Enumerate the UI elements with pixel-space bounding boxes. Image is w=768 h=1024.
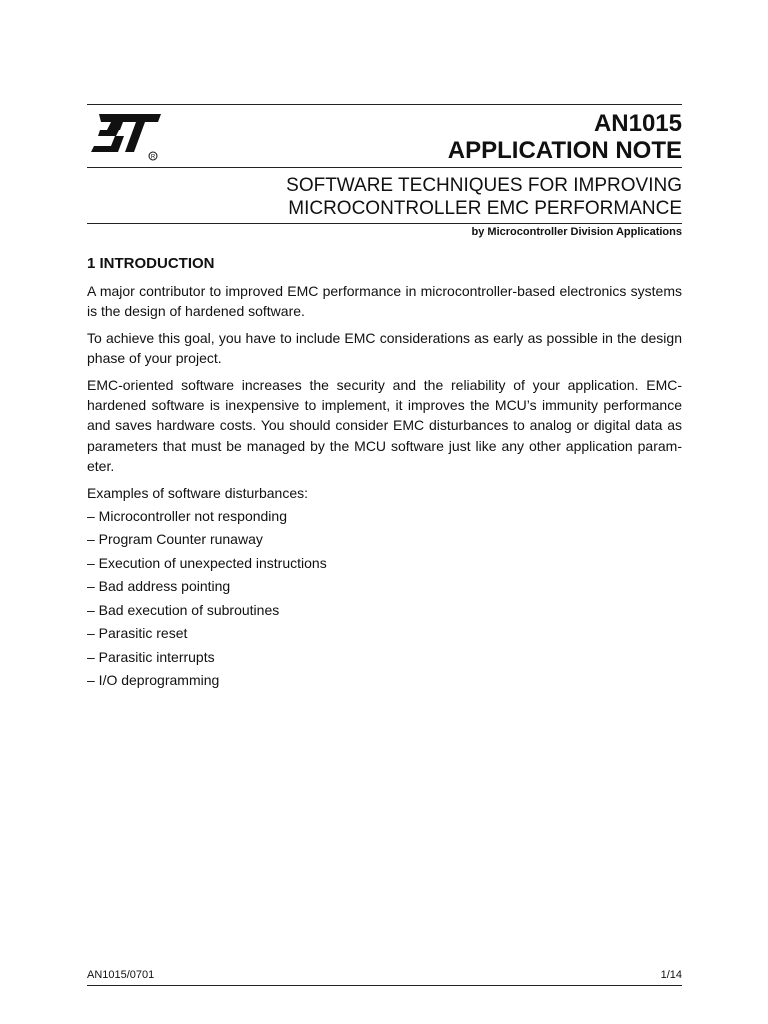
document-title-line-2: MICROCONTROLLER EMC PERFORMANCE [288, 198, 682, 219]
paragraph-2: To achieve this goal, you have to include EMC considerations as early as possible in the design phase of your project. [87, 329, 682, 367]
footer-rule [87, 985, 682, 986]
document-type: APPLICATION NOTE [447, 137, 682, 164]
disturbance-list [87, 506, 682, 690]
list-item: – Execution of unexpected instructions [87, 554, 327, 571]
list-item: – Bad execution of subroutines [87, 601, 280, 618]
list-item: – I/O deprogramming [87, 671, 220, 688]
list-item: – Parasitic interrupts [87, 648, 215, 665]
list-item: – Microcontroller not responding [87, 508, 287, 525]
author-byline: by Microcontroller Division Applications [471, 226, 682, 238]
document-number: AN1015 [593, 110, 682, 137]
st-logo [87, 112, 163, 162]
paragraph-4: Examples of software disturbances: [87, 484, 308, 501]
list-item: – Bad address pointing [87, 578, 231, 595]
svg-text:R: R [150, 154, 156, 161]
list-item: – Program Counter runaway [87, 531, 263, 548]
header-middle-rule [87, 167, 682, 168]
footer-page-number: 1/14 [660, 969, 682, 981]
paragraph-3: EMC-oriented software increases the security and the reliability of your application. EMC-hardened software is inexpensive to implement, it improves the MCU’s immunity performance and saves hardware costs. You should consider EMC disturbances to analog or digital data as parameters that must be managed by the MCU software just like any other application parameter. [87, 376, 682, 475]
paragraph-1: A major contributor to improved EMC performance in microcontroller-based electronics systems is the design of hardened software. [87, 283, 682, 320]
header-top-rule [87, 104, 682, 105]
document-title-line-1: SOFTWARE TECHNIQUES FOR IMPROVING [286, 175, 682, 196]
list-item: – Parasitic reset [87, 625, 188, 642]
section-heading: 1 INTRODUCTION [87, 255, 215, 272]
section-body [87, 281, 682, 693]
title-underline-rule [87, 223, 682, 224]
footer-document-reference: AN1015/0701 [87, 969, 155, 981]
